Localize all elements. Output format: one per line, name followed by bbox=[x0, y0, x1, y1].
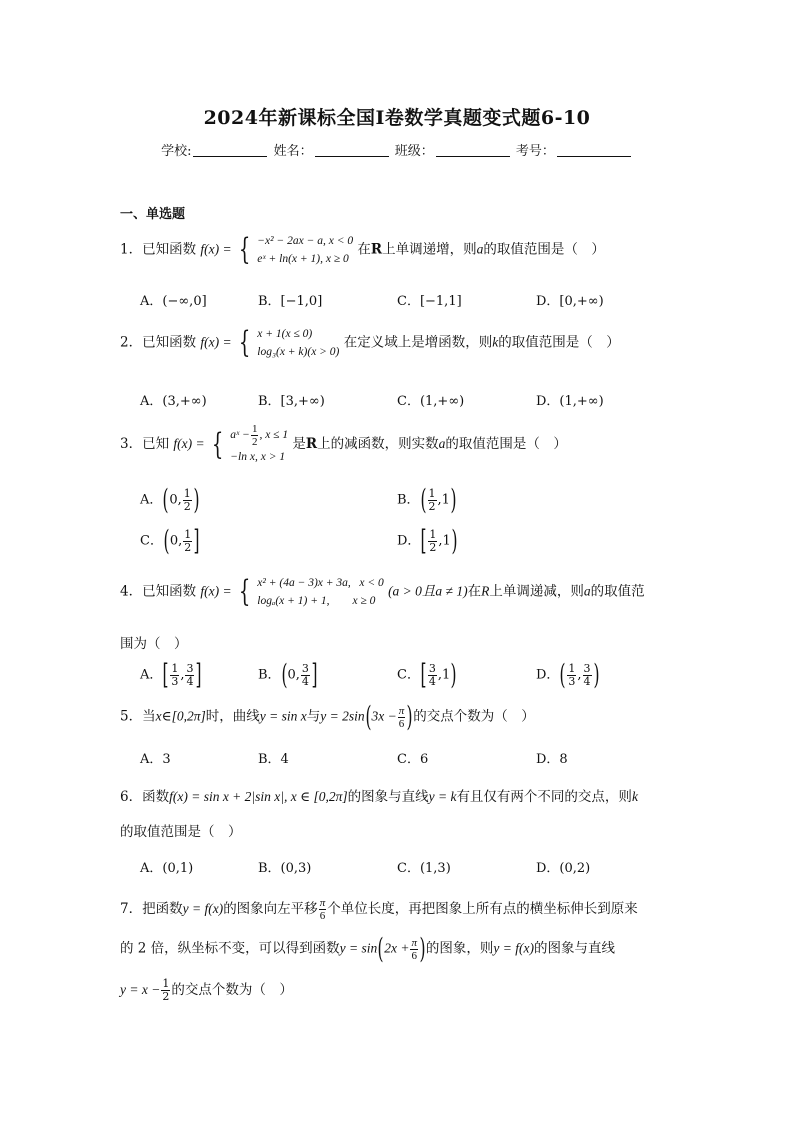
q3-a: a bbox=[438, 436, 446, 451]
q4-number: 4． bbox=[120, 583, 143, 600]
q2-k: k bbox=[492, 334, 499, 350]
q1-option-c[interactable]: C．[−1,1] bbox=[397, 294, 462, 309]
q4-brace: { bbox=[238, 574, 251, 609]
q4-fx: f(x) = bbox=[200, 583, 232, 599]
q5-mid: 时，曲线 bbox=[205, 708, 260, 725]
q7-line2: 的 2 倍，纵坐标不变，可以得到函数y = sin(2x + $\frac{\pi}{6}$ )的图象，则y = f(x)的图象与直线 bbox=[120, 932, 615, 965]
q3-option-d[interactable]: D．[ $\frac{1}{2}$ ,1) bbox=[397, 524, 458, 557]
q6-pre: 函数 bbox=[142, 789, 170, 805]
q7-mid2: 个单位长度，再把图象上所有点的横坐标伸长到原来 bbox=[327, 901, 638, 917]
q3-option-b[interactable]: B．( $\frac{1}{2}$ ,1) bbox=[397, 483, 457, 516]
q2-mid: 在定义域上是增函数，则 bbox=[343, 334, 493, 351]
q6-option-a[interactable]: A．(0,1) bbox=[140, 861, 194, 876]
q2-option-a[interactable]: A．(3,+∞) bbox=[140, 394, 207, 409]
q2-pre: 已知函数 bbox=[142, 334, 197, 351]
q6-expr: f(x) = sin x + 2|sin x|, x ∈ [0,2π] bbox=[169, 789, 348, 804]
q5-option-d[interactable]: D．8 bbox=[536, 752, 568, 767]
q5-cond: x∈[0,2π] bbox=[155, 708, 206, 724]
q3-post: 的取值范围是（ ） bbox=[445, 436, 567, 452]
q5-post: 的交点个数为（ ） bbox=[413, 708, 535, 725]
q4-option-a[interactable]: A．[ $\frac{1}{3}$ , $\frac{3}{4}$ ] bbox=[140, 658, 202, 691]
q3-number: 3． bbox=[120, 436, 143, 452]
school-blank[interactable] bbox=[193, 144, 267, 157]
section-heading: 一、单选题 bbox=[120, 207, 186, 222]
q5-option-c[interactable]: C．6 bbox=[397, 752, 429, 767]
class-label: 班级： bbox=[394, 144, 434, 159]
q7-line3: y = x − $\frac{1}{2}$ 的交点个数为（ ） bbox=[120, 977, 293, 1003]
q1-option-d[interactable]: D．[0,+∞) bbox=[536, 294, 604, 309]
question-6 bbox=[120, 785, 638, 805]
number-label: 考号： bbox=[515, 144, 555, 159]
q3-pre: 已知 bbox=[142, 436, 170, 452]
q3-mid1: 是 bbox=[292, 436, 306, 452]
q1-option-a[interactable]: A．(−∞,0] bbox=[140, 294, 207, 309]
q3-piecewise: aˣ − $\frac{1}{2}$ , x ≤ 1 −ln x, x > 1 bbox=[230, 423, 289, 463]
student-info-line bbox=[0, 140, 794, 159]
q2-number: 2． bbox=[120, 334, 143, 351]
page-title: 2024年新课标全国Ⅰ卷数学真题变式题6-10 bbox=[203, 107, 591, 129]
q1-R: R bbox=[370, 241, 383, 258]
q4-pre: 已知函数 bbox=[142, 583, 197, 600]
q1-mid2: 上单调递增，则 bbox=[382, 241, 477, 258]
q4-option-b[interactable]: B．(0, $\frac{3}{4}$ ] bbox=[258, 658, 318, 691]
q2-post: 的取值范围是（ ） bbox=[498, 334, 620, 351]
q3-R: R bbox=[305, 436, 318, 452]
q7-pre: 把函数 bbox=[142, 901, 183, 917]
q5-curve2: y = 2sin bbox=[320, 708, 365, 724]
q7-fx: y = f(x) bbox=[182, 901, 224, 916]
q6-post: 有且仅有两个不同的交点，则 bbox=[456, 789, 632, 805]
q2-fx: f(x) = bbox=[200, 334, 232, 350]
name-label: 姓名： bbox=[273, 144, 313, 159]
q5-option-a[interactable]: A．3 bbox=[140, 752, 171, 767]
q4-line2: 围为（ ） bbox=[120, 636, 188, 652]
q6-mid: 的图象与直线 bbox=[347, 789, 429, 805]
q3-option-c[interactable]: C．(0, $\frac{1}{2}$ ] bbox=[140, 524, 200, 557]
q1-post: 的取值范围是（ ） bbox=[483, 241, 605, 258]
q2-brace: { bbox=[238, 325, 251, 360]
q4-R: R bbox=[481, 583, 490, 599]
q3-brace: { bbox=[211, 426, 224, 462]
q4-mid1: 在 bbox=[467, 583, 482, 600]
q6-option-b[interactable]: B．(0,3) bbox=[258, 861, 312, 876]
q5-curve1: y = sin x bbox=[259, 708, 307, 724]
q7-mid1: 的图象向左平移 bbox=[223, 901, 318, 917]
question-3 bbox=[120, 423, 567, 466]
q4-cond: (a > 0且a ≠ 1) bbox=[388, 583, 468, 599]
q2-option-d[interactable]: D．(1,+∞) bbox=[536, 394, 604, 409]
question-7: 7．把函数y = f(x)的图象向左平移 $\frac{\pi}{6}$ 个单位长度，再把图象上所有点的横坐标伸长到原来 bbox=[120, 897, 638, 922]
q6-k: k bbox=[631, 789, 638, 804]
q4-post: 的取值范 bbox=[590, 583, 645, 600]
q3-mid2: 上的减函数，则实数 bbox=[317, 436, 439, 452]
q3-option-a[interactable]: A．(0, $\frac{1}{2}$ ) bbox=[140, 483, 200, 516]
q1-number: 1． bbox=[120, 241, 143, 258]
q6-number: 6． bbox=[120, 789, 143, 805]
q5-pre: 当 bbox=[142, 708, 156, 725]
q4-a: a bbox=[583, 583, 591, 599]
q2-option-c[interactable]: C．(1,+∞) bbox=[397, 394, 465, 409]
q2-option-b[interactable]: B．[3,+∞) bbox=[258, 394, 325, 409]
q3-fx: f(x) = bbox=[173, 436, 205, 451]
q5-number: 5． bbox=[120, 708, 143, 725]
q6-option-c[interactable]: C．(1,3) bbox=[397, 861, 451, 876]
q6-option-d[interactable]: D．(0,2) bbox=[536, 861, 591, 876]
q2-piecewise: x + 1(x ≤ 0) log₃(x + k)(x > 0) bbox=[257, 328, 340, 358]
question-2 bbox=[120, 325, 620, 361]
number-blank[interactable] bbox=[557, 144, 631, 157]
q5-and: 与 bbox=[306, 708, 321, 725]
q1-fx: f(x) = bbox=[200, 241, 232, 257]
name-blank[interactable] bbox=[315, 144, 389, 157]
q5-option-b[interactable]: B．4 bbox=[258, 752, 289, 767]
question-5: 5．当x∈[0,2π]时，曲线y = sin x与y = 2sin(3x − $\frac{\pi}{6}$ )的交点个数为（ ） bbox=[120, 700, 535, 733]
q4-option-d[interactable]: D．( $\frac{1}{3}$ , $\frac{3}{4}$ ) bbox=[536, 658, 599, 691]
q4-option-c[interactable]: C．[ $\frac{3}{4}$ ,1) bbox=[397, 658, 457, 691]
q6-line: y = k bbox=[428, 789, 457, 804]
q6-line2: 的取值范围是（ ） bbox=[120, 824, 242, 840]
q1-brace: { bbox=[238, 232, 251, 267]
q1-option-b[interactable]: B．[−1,0] bbox=[258, 294, 323, 309]
q4-mid2: 上单调递减，则 bbox=[489, 583, 584, 600]
q4-piecewise: x² + (4a − 3)x + 3a, x < 0 logₐ(x + 1) + 1, x ≥ 0 bbox=[257, 577, 384, 607]
q7-number: 7． bbox=[120, 901, 143, 917]
question-1 bbox=[120, 232, 605, 268]
class-blank[interactable] bbox=[436, 144, 510, 157]
q1-pre: 已知函数 bbox=[142, 241, 197, 258]
school-label: 学校: bbox=[161, 144, 192, 159]
q1-piecewise: −x² − 2ax − a, x < 0 eˣ + ln(x + 1), x ≥ 0 bbox=[257, 235, 354, 265]
question-4 bbox=[120, 574, 645, 610]
q1-mid1: 在 bbox=[357, 241, 371, 258]
q1-a: a bbox=[476, 241, 484, 257]
